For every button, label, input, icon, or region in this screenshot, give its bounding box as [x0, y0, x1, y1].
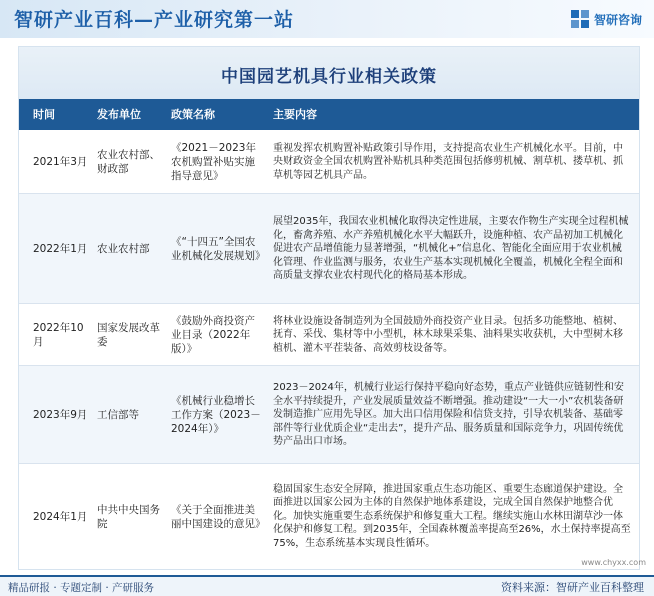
table-header [19, 99, 639, 130]
row-time: 2024年1月 [33, 510, 88, 523]
policy-card [18, 46, 640, 570]
row-policy: 《“十四五”全国农业机械化发展规划》 [171, 236, 266, 262]
column-header-content: 主要内容 [273, 108, 317, 121]
top-bar [0, 0, 654, 38]
footer-slogan: 精品研报 · 专题定制 · 产研服务 [8, 582, 155, 594]
brand-name: 智研咨询 [593, 12, 642, 27]
footer-source: 资料来源：智研产业百科整理 [501, 581, 644, 594]
row-publisher: 农业农村部 [97, 243, 150, 255]
document-title: 中国园艺机具行业相关政策 [221, 67, 437, 87]
column-header-publisher: 发布单位 [97, 108, 141, 121]
row-time: 2022年10月 [33, 322, 84, 348]
row-publisher: 工信部等 [97, 409, 139, 421]
table-row [19, 304, 639, 366]
row-publisher: 国家发展改革委 [97, 322, 160, 348]
row-publisher: 中共中央国务院 [97, 503, 160, 530]
row-policy: 《机械行业稳增长工作方案（2023－2024年）》 [171, 395, 261, 435]
column-header-time: 时间 [33, 108, 55, 121]
brand-logo-icon [571, 10, 589, 28]
row-policy: 《2021－2023年农机购置补贴实施指导意见》 [171, 142, 256, 182]
footer [0, 575, 654, 596]
row-policy: 《关于全面推进美丽中国建设的意见》 [171, 503, 266, 530]
site-title: 智研产业百科—产业研究第一站 [14, 9, 295, 31]
table-row [19, 130, 639, 194]
brand[interactable] [571, 10, 642, 28]
row-content: 重视发挥农机购置补贴政策引导作用，支持提高农业生产机械化水平。目前，中央财政资金全国农机购置补贴机具种类范围包括修剪机械、割草机、搂草机、抓草机等园艺机具产品。 [273, 142, 623, 181]
row-time: 2021年3月 [33, 156, 88, 168]
row-content: 展望2035年，我国农业机械化取得决定性进展，主要农作物生产实现全过程机械化，畜禽养殖、水产养殖机械化水平大幅跃升，设施种植、农产品初加工机械化促进农产品增值能力显著增强，“机械化+”信息化、智能化全面应用于农业机械化管理、作业监测与服务，农业生产基本实现机械化全覆盖，机械化全程全面和高质量支撑农业农村现代化的格局基本形成。 [273, 216, 629, 282]
row-time: 2022年1月 [33, 243, 88, 255]
site-url: www.chyxx.com [581, 558, 646, 567]
table-row [19, 194, 639, 304]
title-banner [19, 47, 639, 99]
row-content: 将林业设施设备制造列为全国鼓励外商投资产业目录。包括多功能整地、植树、抚育、采伐、集材等中小型机，林木球果采集、油料果实收获机，大中型树木移植机、灌木平茬装备、高效剪枝设备等。 [273, 315, 623, 354]
row-content: 2023－2024年，机械行业运行保持平稳向好态势，重点产业链供应链韧性和安全水平持续提升，产业发展质量效益不断增强。推动建设“一大一小”农机装备研发制造推广应用先导区。加大出口信用保险和信贷支持，引导农机装备、基础零部件等行业优质企业“走出去”，提升产品、服务质量和国际竞争力，巩固传统优势产品出口市场。 [273, 382, 624, 448]
row-content: 稳固国家生态安全屏障，推进国家重点生态功能区、重要生态廊道保护建设。全面推进以国家公园为主体的自然保护地体系建设，完成全国自然保护地整合优化。加快实施重要生态系统保护和修复重大工程。继续实施山水林田湖草沙一体化保护和修复工程。到2035年，全国森林覆盖率提高至26%，水土保持率提高至75%，生态系统基本实现良性循环。 [273, 483, 631, 549]
table-row [19, 464, 639, 569]
row-time: 2023年9月 [33, 409, 88, 421]
table-row [19, 366, 639, 464]
row-policy: 《鼓励外商投资产业目录（2022年版）》 [171, 315, 255, 355]
column-header-policy: 政策名称 [171, 108, 215, 121]
row-publisher: 农业农村部、财政部 [97, 149, 160, 175]
